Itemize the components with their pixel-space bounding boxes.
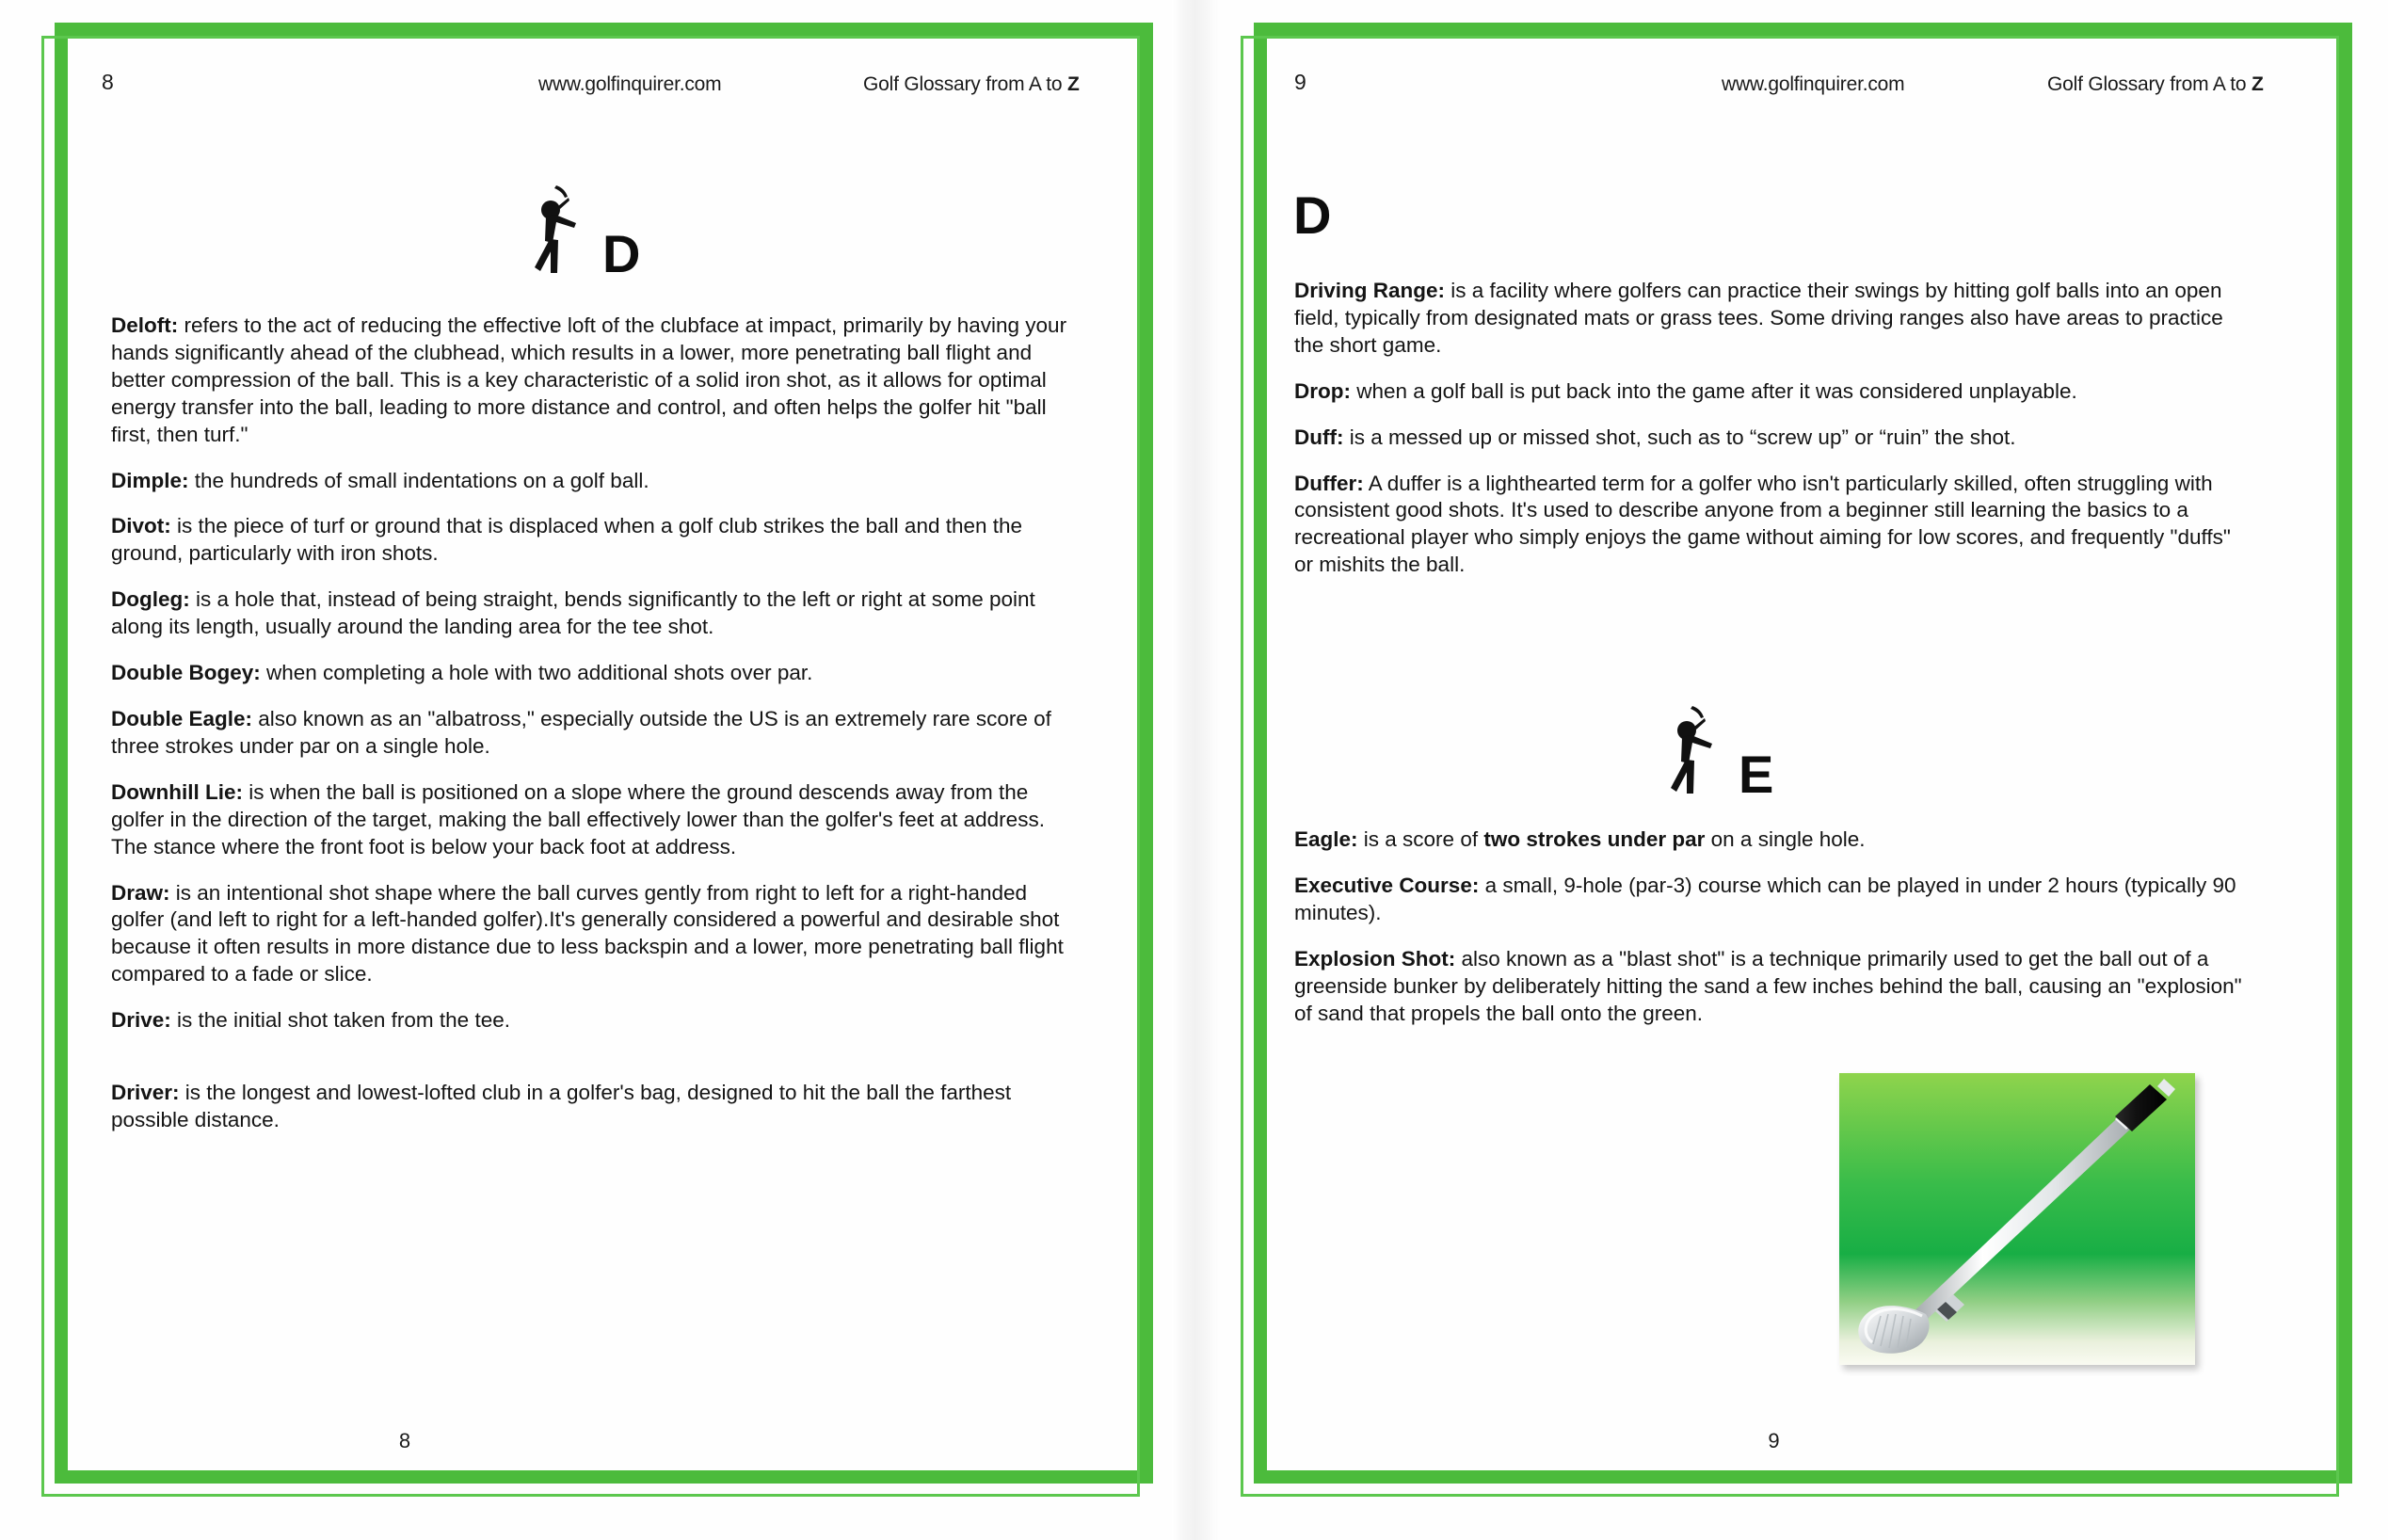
golfer-swing-icon (527, 181, 593, 277)
entry-term: Deloft: (111, 313, 179, 337)
entry-term: Drop: (1294, 378, 1351, 403)
header-page-number-right: 9 (1294, 70, 1306, 94)
header-book-title-left (863, 73, 1080, 96)
entry-definition-emphasis: two strokes under par (1483, 827, 1706, 851)
entry-term: Downhill Lie: (111, 779, 243, 804)
section-marker-e-right (1663, 701, 1774, 805)
entry-term: Driving Range: (1294, 279, 1446, 302)
entry-term: Double Bogey: (111, 661, 261, 685)
glossary-entry-eagle (1294, 826, 2247, 854)
glossary-entries-right-d (1294, 278, 2247, 579)
section-marker-d-right (1293, 185, 1332, 245)
book-spine-gutter (1172, 0, 1219, 1540)
entry-definition: also known as an "albatross," especially outside the US is an extremely rare score of three strokes under par on a single hole. (111, 706, 1051, 758)
footer-page-number-left: 8 (398, 1429, 411, 1452)
header-page-number-left: 8 (102, 70, 114, 94)
golf-club-iron-image (1839, 1073, 2195, 1365)
glossary-entry-drive (111, 1007, 1085, 1035)
entry-term: Drive: (111, 1008, 171, 1033)
header-title-text-right: Golf Glossary from A to (2047, 73, 2252, 95)
entry-definition: is when the ball is positioned on a slope where the ground descends away from the golfer in the direction of the target, making the ball effectively lower than the golfer's feet at address. The stance where the front foot is below your back foot at address. (111, 779, 1045, 858)
glossary-entry-driver (111, 1080, 1085, 1134)
entry-definition: when completing a hole with two additional shots over par. (260, 661, 813, 685)
section-marker-d-left (527, 181, 641, 284)
header-title-z-left: Z (1066, 73, 1080, 95)
entry-definition: is the piece of turf or ground that is displaced when a golf club strikes the ball and then the ground, particularly with iron shots. (111, 514, 1023, 566)
page-header-left (0, 70, 1172, 102)
entry-definition: refers to the act of reducing the effective loft of the clubface at impact, primarily by having your hands significantly ahead of the clubhead, which results in a lower, more penetrating ball flight and better compression of the ball. This is a key characteristic of a solid iron shot, as it allows for optimal energy transfer into the ball, leading to more distance and control, and often helps the golfer hit "ball first, then turf." (111, 313, 1067, 446)
golfer-swing-icon (1663, 701, 1729, 797)
header-website-right: www.golfinquirer.com (1722, 73, 1905, 95)
entry-definition: also known as a "blast shot" is a technique primarily used to get the ball out of a greenside bunker by deliberately hitting the sand a few inches behind the ball, causing an "explosion" of sand that propels the ball onto the green. (1294, 946, 2242, 1025)
footer-page-number-right: 9 (1768, 1429, 1780, 1452)
glossary-entry-driving-range (1294, 278, 2247, 360)
entry-definition: is an intentional shot shape where the ball curves gently from right to left for a right-handed golfer (and left to right for a left-handed golfer).It's generally considered a powerful and desirable shot because it often results in more distance due to less backspin and a lower, more penetrating ball flight compared to a fade or slice. (111, 880, 1064, 987)
entry-term: Double Eagle: (111, 706, 253, 730)
header-website-left: www.golfinquirer.com (538, 73, 722, 95)
section-letter-d-right: D (1293, 185, 1332, 245)
glossary-entry-downhill-lie (111, 779, 1085, 861)
entry-term: Driver: (111, 1081, 180, 1105)
entry-definition: is the longest and lowest-lofted club in a golfer's bag, designed to hit the ball the farthest possible distance. (111, 1081, 1012, 1131)
header-book-title-right (2047, 73, 2264, 96)
entry-term: Divot: (111, 514, 171, 538)
section-letter-e-right: E (1739, 745, 1774, 805)
glossary-entry-double-bogey (111, 660, 1085, 687)
glossary-entries-right-e (1294, 826, 2247, 1027)
golf-club-illustration (1839, 1073, 2195, 1365)
glossary-entry-double-eagle (111, 706, 1085, 761)
glossary-entry-dogleg (111, 586, 1085, 641)
entry-definition: the hundreds of small indentations on a golf ball. (188, 468, 649, 492)
glossary-entry-duff (1294, 425, 2247, 452)
glossary-entry-dimple (111, 468, 1085, 495)
left-page (0, 0, 1172, 1540)
entry-definition: is a facility where golfers can practice their swings by hitting golf balls into an open field, typically from designated mats or grass tees. Some driving ranges also have areas to practice the short game. (1294, 279, 2223, 357)
entry-definition: is the initial shot taken from the tee. (170, 1008, 510, 1033)
glossary-entry-executive-course (1294, 873, 2247, 927)
glossary-entry-divot (111, 513, 1085, 568)
glossary-entry-explosion-shot (1294, 946, 2247, 1028)
entry-definition: is a messed up or missed shot, such as to “screw up” or “ruin” the shot. (1343, 425, 2016, 449)
entry-definition: A duffer is a lighthearted term for a golfer who isn't particularly skilled, often struggling with consistent good shots. It's used to describe anyone from a beginner still learning the basics to a recreational player who simply enjoys the game without aiming for low scores, and frequently "duffs" or mishits the ball. (1294, 471, 2231, 577)
entry-term: Explosion Shot: (1294, 946, 1456, 971)
entry-term: Executive Course: (1294, 873, 1480, 897)
entry-term: Dogleg: (111, 587, 190, 612)
entry-term: Eagle: (1294, 827, 1358, 851)
entry-definition-before: is a score of (1357, 827, 1484, 851)
entry-term: Dimple: (111, 468, 189, 492)
entry-definition-after: on a single hole. (1705, 827, 1866, 851)
entry-definition: a small, 9-hole (par-3) course which can be played in under 2 hours (typically 90 minutes). (1294, 873, 2236, 924)
entry-definition: is a hole that, instead of being straight, bends significantly to the left or right at some point along its length, usually around the landing area for the tee shot. (111, 587, 1035, 639)
entry-term: Duff: (1294, 425, 1344, 449)
entry-term: Duffer: (1294, 471, 1364, 495)
glossary-entry-drop (1294, 378, 2247, 406)
glossary-entry-deloft (111, 313, 1085, 449)
section-letter-d-left: D (602, 224, 641, 284)
page-header-right (1216, 70, 2388, 102)
glossary-entries-left (111, 313, 1085, 1134)
entry-term: Draw: (111, 880, 170, 905)
header-title-z-right: Z (2251, 73, 2264, 95)
right-page (1216, 0, 2388, 1540)
glossary-entry-draw (111, 880, 1085, 989)
header-title-text-left: Golf Glossary from A to (863, 73, 1067, 95)
glossary-entry-duffer (1294, 471, 2247, 580)
entry-definition: when a golf ball is put back into the game after it was considered unplayable. (1351, 378, 2077, 403)
